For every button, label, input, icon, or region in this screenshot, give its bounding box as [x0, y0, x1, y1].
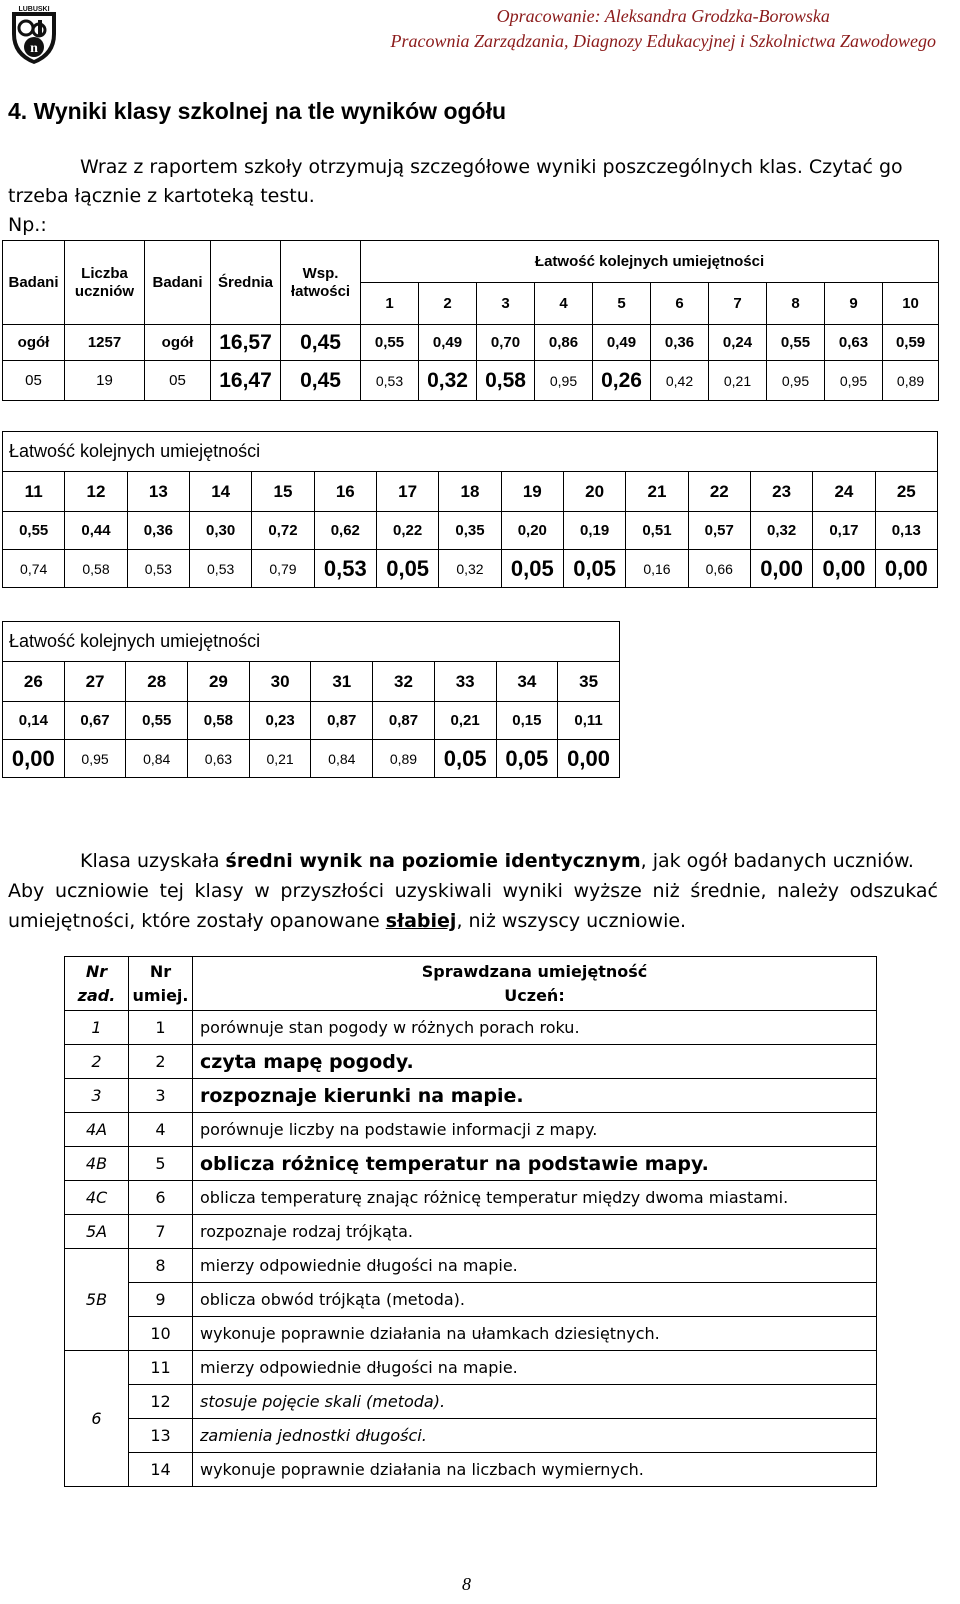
- summary-text-part: Klasa uzyskała: [80, 850, 226, 872]
- task-number: 3: [65, 1079, 129, 1113]
- header-nr-umiej: Nr umiej.: [129, 957, 193, 1011]
- summary-text-part: , niż wszyscy uczniowie.: [456, 910, 687, 932]
- t3-ogol-cell: 0,14: [3, 702, 65, 740]
- t3-ogol-cell: 0,21: [434, 702, 496, 740]
- summary-text-part: Aby uczniowie tej klasy w przyszłości uzyskiwali wyniki wyższe niż średnie, należy odszukać umiejętności, które zostały opanowane: [8, 880, 938, 932]
- t2-05-cell: 0,32: [439, 550, 501, 588]
- t1-ogol-cell: 0,55: [767, 325, 825, 361]
- t3-col-number: 33: [434, 662, 496, 702]
- row-05-srednia: 16,47: [211, 361, 281, 401]
- header-author: Opracowanie: Aleksandra Grodzka-Borowska: [496, 6, 830, 26]
- header-sprawdzana-label: Sprawdzana umiejętność: [421, 961, 648, 981]
- t2-05-cell: 0,05: [376, 550, 438, 588]
- skill-row: [65, 1283, 877, 1317]
- t2-05-cell: 0,58: [65, 550, 127, 588]
- intro-line-2: trzeba łącznie z kartoteką testu.: [8, 185, 315, 207]
- task-number: 4B: [65, 1147, 129, 1181]
- summary-emphasis-weaker: słabiej: [385, 910, 457, 932]
- t3-ogol-cell: 0,87: [311, 702, 373, 740]
- t3-col-number: 27: [64, 662, 126, 702]
- row-ogol-label: ogół: [3, 325, 65, 361]
- skill-description: rozpoznaje kierunki na mapie.: [193, 1079, 877, 1113]
- t2-col-number: 17: [376, 472, 438, 512]
- skill-row: [65, 1113, 877, 1147]
- task-number: 5B: [65, 1249, 129, 1351]
- header-nr-zad: Nr zad.: [65, 957, 129, 1011]
- row-ogol-label-2: ogół: [145, 325, 211, 361]
- skill-row: [65, 1317, 877, 1351]
- skill-number: 12: [129, 1385, 193, 1419]
- skill-row: [65, 1351, 877, 1385]
- header-latwosc: Łatwość kolejnych umiejętności: [361, 241, 939, 283]
- t2-col-number: 20: [563, 472, 625, 512]
- t2-ogol-cell: 0,36: [127, 512, 189, 550]
- odn-logo: [8, 4, 60, 66]
- summary-emphasis: średni wynik na poziomie identycznym: [225, 850, 641, 872]
- t3-ogol-cell: 0,87: [373, 702, 435, 740]
- skill-description: oblicza obwód trójkąta (metoda).: [193, 1283, 877, 1317]
- skill-row: [65, 1249, 877, 1283]
- skill-description: porównuje stan pogody w różnych porach roku.: [193, 1011, 877, 1045]
- skill-row: [65, 1181, 877, 1215]
- t2-ogol-cell: 0,72: [252, 512, 314, 550]
- skill-description: oblicza temperaturę znając różnicę temperatur między dwoma miastami.: [193, 1181, 877, 1215]
- t3-col-number: 30: [249, 662, 311, 702]
- skill-description: wykonuje poprawnie działania na liczbach wymiernych.: [193, 1453, 877, 1487]
- t2-col-number: 25: [875, 472, 937, 512]
- skill-number: 2: [129, 1045, 193, 1079]
- t1-ogol-cell: 0,86: [535, 325, 593, 361]
- t3-col-number: 34: [496, 662, 558, 702]
- t2-05-cell: 0,53: [127, 550, 189, 588]
- svg-text:n: n: [30, 41, 38, 56]
- t3-05-cell: 0,05: [496, 740, 558, 778]
- t3-ogol-cell: 0,55: [126, 702, 188, 740]
- t3-col-number: 29: [188, 662, 250, 702]
- header-liczba-uczniow: Liczba uczniów: [65, 241, 145, 325]
- t2-05-cell: 0,05: [563, 550, 625, 588]
- t2-col-number: 14: [189, 472, 251, 512]
- table3-caption: Łatwość kolejnych umiejętności: [3, 622, 620, 662]
- task-number: 1: [65, 1011, 129, 1045]
- skill-description: czyta mapę pogody.: [193, 1045, 877, 1079]
- t1-05-cell: 0,58: [477, 361, 535, 401]
- intro-line-3: Np.:: [8, 214, 47, 236]
- row-ogol-wsp: 0,45: [281, 325, 361, 361]
- t1-col-number: 10: [883, 283, 939, 325]
- t2-ogol-cell: 0,35: [439, 512, 501, 550]
- skill-description: porównuje liczby na podstawie informacji z mapy.: [193, 1113, 877, 1147]
- task-number: 4A: [65, 1113, 129, 1147]
- t3-05-cell: 0,63: [188, 740, 250, 778]
- t2-col-number: 13: [127, 472, 189, 512]
- summary-line-2: [8, 876, 938, 936]
- t2-ogol-cell: 0,32: [750, 512, 812, 550]
- t2-col-number: 15: [252, 472, 314, 512]
- t2-ogol-cell: 0,13: [875, 512, 937, 550]
- t1-05-cell: 0,95: [535, 361, 593, 401]
- skill-row: [65, 1453, 877, 1487]
- header-unit: Pracownia Zarządzania, Diagnozy Edukacyjnej i Szkolnictwa Zawodowego: [390, 31, 936, 51]
- skill-number: 9: [129, 1283, 193, 1317]
- t3-05-cell: 0,05: [434, 740, 496, 778]
- t1-ogol-cell: 0,55: [361, 325, 419, 361]
- t3-ogol-cell: 0,15: [496, 702, 558, 740]
- summary-text-part: , jak ogół badanych uczniów.: [640, 850, 914, 872]
- t1-05-cell: 0,53: [361, 361, 419, 401]
- t1-col-number: 7: [709, 283, 767, 325]
- t2-col-number: 23: [750, 472, 812, 512]
- t3-05-cell: 0,00: [3, 740, 65, 778]
- t1-ogol-cell: 0,63: [825, 325, 883, 361]
- t2-05-cell: 0,00: [875, 550, 937, 588]
- task-number: 4C: [65, 1181, 129, 1215]
- t1-col-number: 8: [767, 283, 825, 325]
- t3-05-cell: 0,00: [558, 740, 620, 778]
- skill-row: [65, 1079, 877, 1113]
- t1-col-number: 3: [477, 283, 535, 325]
- t1-ogol-cell: 0,24: [709, 325, 767, 361]
- summary-line-1: [8, 846, 938, 876]
- t1-05-cell: 0,21: [709, 361, 767, 401]
- skill-description: mierzy odpowiednie długości na mapie.: [193, 1249, 877, 1283]
- t1-05-cell: 0,26: [593, 361, 651, 401]
- t2-05-cell: 0,79: [252, 550, 314, 588]
- t1-col-number: 2: [419, 283, 477, 325]
- t3-col-number: 26: [3, 662, 65, 702]
- t1-ogol-cell: 0,49: [419, 325, 477, 361]
- skill-description: mierzy odpowiednie długości na mapie.: [193, 1351, 877, 1385]
- page-number: 8: [462, 1574, 471, 1594]
- t1-05-cell: 0,95: [767, 361, 825, 401]
- t3-col-number: 32: [373, 662, 435, 702]
- page-header: [391, 4, 936, 54]
- header-badani: Badani: [3, 241, 65, 325]
- t1-ogol-cell: 0,70: [477, 325, 535, 361]
- table2-caption: Łatwość kolejnych umiejętności: [3, 432, 938, 472]
- t3-col-number: 31: [311, 662, 373, 702]
- t2-ogol-cell: 0,55: [3, 512, 65, 550]
- t2-05-cell: 0,74: [3, 550, 65, 588]
- header-badani-2: Badani: [145, 241, 211, 325]
- results-table-3: [2, 621, 620, 778]
- t1-05-cell: 0,95: [825, 361, 883, 401]
- row-05-wsp: 0,45: [281, 361, 361, 401]
- header-srednia: Średnia: [211, 241, 281, 325]
- t2-05-cell: 0,16: [626, 550, 688, 588]
- t2-ogol-cell: 0,22: [376, 512, 438, 550]
- task-number: 5A: [65, 1215, 129, 1249]
- t1-ogol-cell: 0,49: [593, 325, 651, 361]
- skill-number: 5: [129, 1147, 193, 1181]
- header-wsp-latwosci: Wsp. łatwości: [281, 241, 361, 325]
- t3-col-number: 35: [558, 662, 620, 702]
- t2-ogol-cell: 0,30: [189, 512, 251, 550]
- summary-text: [8, 846, 938, 936]
- skill-number: 4: [129, 1113, 193, 1147]
- t2-col-number: 18: [439, 472, 501, 512]
- t2-05-cell: 0,00: [813, 550, 875, 588]
- t2-col-number: 21: [626, 472, 688, 512]
- t2-05-cell: 0,05: [501, 550, 563, 588]
- skill-description: stosuje pojęcie skali (metoda).: [193, 1385, 877, 1419]
- intro-text: [8, 153, 938, 240]
- skill-number: 14: [129, 1453, 193, 1487]
- t2-05-cell: 0,00: [750, 550, 812, 588]
- t2-col-number: 11: [3, 472, 65, 512]
- results-table-2: [2, 431, 938, 588]
- t1-col-number: 5: [593, 283, 651, 325]
- section-title: 4. Wyniki klasy szkolnej na tle wyników ogółu: [8, 98, 507, 124]
- t2-ogol-cell: 0,57: [688, 512, 750, 550]
- t2-ogol-cell: 0,44: [65, 512, 127, 550]
- skill-number: 10: [129, 1317, 193, 1351]
- t3-05-cell: 0,89: [373, 740, 435, 778]
- t2-05-cell: 0,53: [314, 550, 376, 588]
- row-05-label-2: 05: [145, 361, 211, 401]
- header-sprawdzana: [193, 957, 877, 1011]
- skill-row: [65, 1419, 877, 1453]
- t2-05-cell: 0,53: [189, 550, 251, 588]
- task-number: 2: [65, 1045, 129, 1079]
- t3-ogol-cell: 0,67: [64, 702, 126, 740]
- t3-ogol-cell: 0,11: [558, 702, 620, 740]
- header-uczen-label: Uczeń:: [504, 985, 565, 1005]
- skill-row: [65, 1147, 877, 1181]
- skill-number: 13: [129, 1419, 193, 1453]
- skill-number: 3: [129, 1079, 193, 1113]
- t1-col-number: 1: [361, 283, 419, 325]
- skill-row: [65, 1385, 877, 1419]
- t2-ogol-cell: 0,20: [501, 512, 563, 550]
- intro-line-1: Wraz z raportem szkoły otrzymują szczegółowe wyniki poszczególnych klas. Czytać go: [80, 156, 903, 178]
- skill-description: rozpoznaje rodzaj trójkąta.: [193, 1215, 877, 1249]
- t2-col-number: 22: [688, 472, 750, 512]
- skill-number: 1: [129, 1011, 193, 1045]
- t1-05-cell: 0,42: [651, 361, 709, 401]
- skill-number: 11: [129, 1351, 193, 1385]
- t1-col-number: 6: [651, 283, 709, 325]
- t1-ogol-cell: 0,36: [651, 325, 709, 361]
- skill-description: zamienia jednostki długości.: [193, 1419, 877, 1453]
- t1-col-number: 4: [535, 283, 593, 325]
- t2-ogol-cell: 0,17: [813, 512, 875, 550]
- skill-row: [65, 1045, 877, 1079]
- t2-ogol-cell: 0,19: [563, 512, 625, 550]
- t2-col-number: 19: [501, 472, 563, 512]
- t1-05-cell: 0,32: [419, 361, 477, 401]
- t1-05-cell: 0,89: [883, 361, 939, 401]
- task-number: 6: [65, 1351, 129, 1487]
- skill-description: oblicza różnicę temperatur na podstawie mapy.: [193, 1147, 877, 1181]
- t3-ogol-cell: 0,23: [249, 702, 311, 740]
- t3-ogol-cell: 0,58: [188, 702, 250, 740]
- skill-number: 8: [129, 1249, 193, 1283]
- row-05-count: 19: [65, 361, 145, 401]
- t2-ogol-cell: 0,51: [626, 512, 688, 550]
- skills-table: [64, 956, 877, 1487]
- skill-row: [65, 1215, 877, 1249]
- t2-col-number: 12: [65, 472, 127, 512]
- t1-col-number: 9: [825, 283, 883, 325]
- row-05-label: 05: [3, 361, 65, 401]
- t3-05-cell: 0,84: [311, 740, 373, 778]
- svg-text:LUBUSKI: LUBUSKI: [18, 6, 50, 13]
- skill-row: [65, 1011, 877, 1045]
- row-ogol-count: 1257: [65, 325, 145, 361]
- t1-ogol-cell: 0,59: [883, 325, 939, 361]
- t2-ogol-cell: 0,62: [314, 512, 376, 550]
- t2-col-number: 16: [314, 472, 376, 512]
- row-ogol-srednia: 16,57: [211, 325, 281, 361]
- t3-05-cell: 0,84: [126, 740, 188, 778]
- skill-number: 7: [129, 1215, 193, 1249]
- skill-number: 6: [129, 1181, 193, 1215]
- skill-description: wykonuje poprawnie działania na ułamkach dziesiętnych.: [193, 1317, 877, 1351]
- t3-05-cell: 0,21: [249, 740, 311, 778]
- t2-05-cell: 0,66: [688, 550, 750, 588]
- results-table-1: [2, 240, 939, 401]
- t2-col-number: 24: [813, 472, 875, 512]
- t3-05-cell: 0,95: [64, 740, 126, 778]
- t3-col-number: 28: [126, 662, 188, 702]
